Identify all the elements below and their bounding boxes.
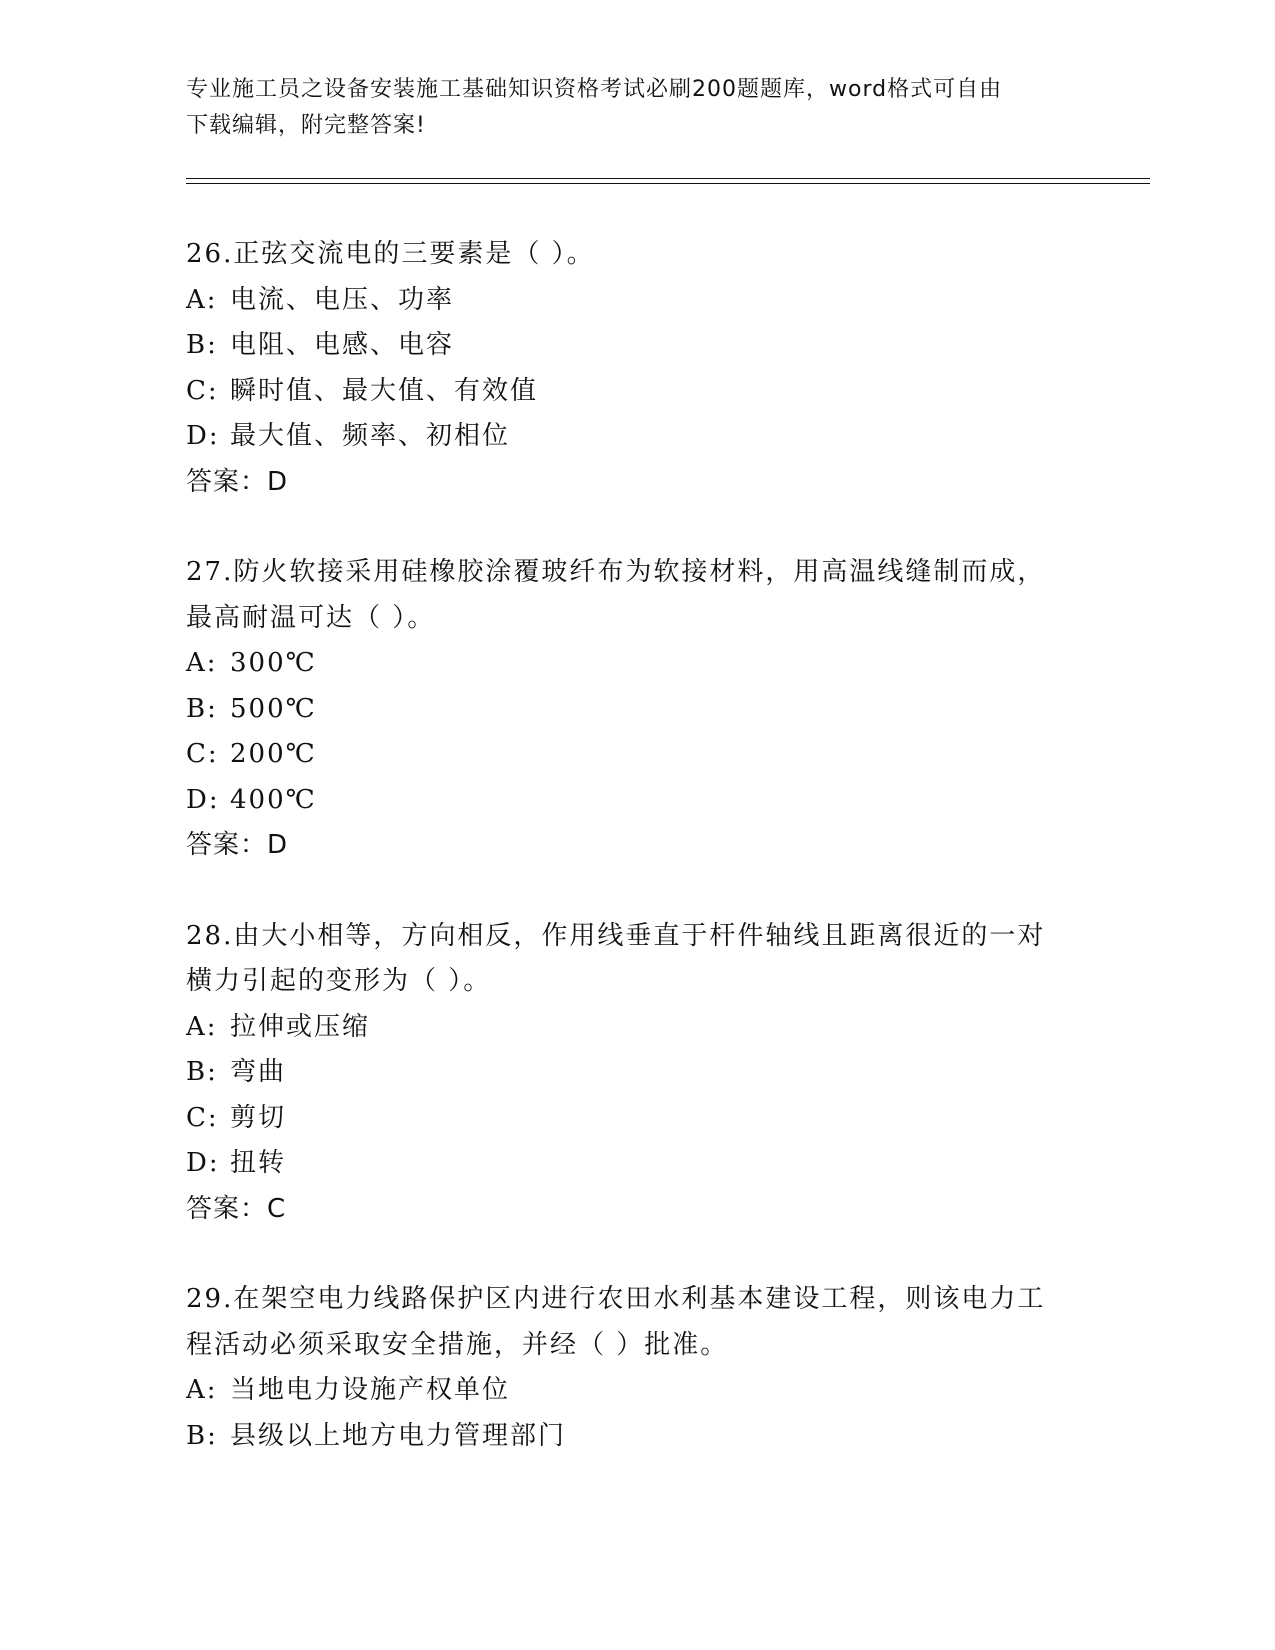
- option-a: [186, 1368, 1086, 1414]
- option-b: [186, 1414, 1086, 1460]
- option-label: B:: [186, 1420, 218, 1451]
- option-text: 最大值、频率、初相位: [230, 421, 511, 451]
- option-c: [186, 369, 1086, 415]
- question-list: [186, 232, 1086, 1504]
- option-text: 500℃: [230, 693, 317, 724]
- option-label: B:: [186, 330, 218, 360]
- question-26: [186, 232, 1086, 505]
- option-text: 电流、电压、功率: [230, 284, 455, 315]
- option-label: D:: [186, 1148, 220, 1178]
- option-b: [186, 323, 1086, 369]
- question-text: 26.正弦交流电的三要素是（ ）。: [186, 239, 595, 269]
- option-a: [186, 641, 1086, 687]
- option-label: A:: [186, 1375, 218, 1405]
- option-b: [186, 687, 1086, 733]
- question-text: 29.在架空电力线路保护区内进行农田水利基本建设工程，则该电力工: [186, 1284, 1046, 1314]
- option-a: [186, 1005, 1086, 1051]
- question-29: [186, 1277, 1086, 1459]
- option-text: 剪切: [230, 1102, 287, 1133]
- option-d: [186, 778, 1086, 824]
- option-label: C:: [186, 375, 219, 406]
- option-label: C:: [186, 1102, 219, 1133]
- option-label: A:: [186, 284, 218, 315]
- option-label: C:: [186, 739, 219, 769]
- header-line-2: 下载编辑，附完整答案!: [186, 113, 426, 138]
- question-27: [186, 550, 1086, 869]
- option-text: 当地电力设施产权单位: [230, 1375, 511, 1405]
- option-text: 200℃: [230, 739, 317, 769]
- option-text: 弯曲: [230, 1057, 287, 1087]
- option-label: D:: [186, 784, 220, 815]
- option-label: D:: [186, 421, 220, 451]
- question-text: 27.防火软接采用硅橡胶涂覆玻纤布为软接材料，用高温线缝制而成，: [186, 557, 1046, 587]
- option-text: 县级以上地方电力管理部门: [230, 1420, 567, 1451]
- document-header: [186, 72, 1066, 144]
- option-text: 扭转: [230, 1148, 287, 1178]
- option-d: [186, 1141, 1086, 1187]
- question-28: [186, 914, 1086, 1233]
- question-text-continued: 横力引起的变形为（ ）。: [186, 966, 492, 996]
- answer-line: 答案：D: [186, 466, 289, 497]
- answer-line: 答案：C: [186, 1193, 287, 1224]
- question-text-continued: 程活动必须采取安全措施，并经（ ）批准。: [186, 1329, 729, 1360]
- header-divider-bottom: [186, 183, 1150, 184]
- question-text: 28.由大小相等，方向相反，作用线垂直于杆件轴线且距离很近的一对: [186, 920, 1046, 951]
- answer-line: 答案：D: [186, 830, 289, 860]
- option-label: A:: [186, 648, 218, 678]
- header-line-1: 专业施工员之设备安装施工基础知识资格考试必刷200题题库，word格式可自由: [186, 77, 1003, 102]
- option-label: B:: [186, 1057, 218, 1087]
- option-a: [186, 278, 1086, 324]
- option-text: 拉伸或压缩: [230, 1011, 371, 1042]
- option-label: B:: [186, 693, 218, 724]
- option-text: 瞬时值、最大值、有效值: [230, 375, 539, 406]
- option-text: 300℃: [230, 648, 317, 678]
- header-divider-top: [186, 178, 1150, 179]
- option-text: 400℃: [230, 784, 317, 815]
- option-b: [186, 1050, 1086, 1096]
- option-d: [186, 414, 1086, 460]
- question-text-continued: 最高耐温可达（ ）。: [186, 602, 436, 633]
- option-c: [186, 1096, 1086, 1142]
- option-c: [186, 732, 1086, 778]
- option-label: A:: [186, 1011, 218, 1042]
- option-text: 电阻、电感、电容: [230, 330, 455, 360]
